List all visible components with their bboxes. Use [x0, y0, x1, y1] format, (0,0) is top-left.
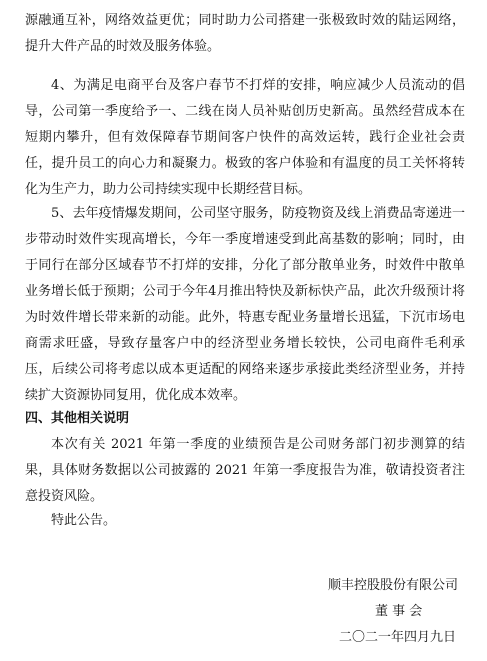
signature-date: 二〇二一年四月九日	[339, 630, 457, 645]
section-heading-other-notes: 四、其他相关说明	[25, 411, 130, 426]
section-body-other-notes: 本次有关 2021 年第一季度的业绩预告是公司财务部门初步测算的结果，具体财务数据以公司披露的 2021 年第一季度报告为准，敬请投资者注意投资风险。	[25, 437, 465, 504]
paragraph-item-5: 5、去年疫情爆发期间，公司坚守服务，防疫物资及线上消费品寄递进一步带动时效件实现高增长，今年一季度增速受到此高基数的影响；同时，由于同行在部分区域春节不打烊的安排，分化了部分散单业务，时效件中散单业务增长低于预期；公司于今年4月推出特快及新标快产品，此次升级预计将为时效件增长带来新的动能。此外，特惠专配业务量增长迅猛，下沉市场电商需求旺盛，导致存量客户中的经济型业务增长较快，公司电商件毛利承压，后续公司将考虑以成本更适配的网络来逐步承接此类经济型业务，并持续扩大资源协同复用，优化成本效率。	[25, 206, 465, 403]
closing-statement: 特此公告。	[51, 513, 117, 528]
signature-company: 顺丰控股股份有限公司	[328, 578, 459, 593]
paragraph-continuation: 源融通互补，网络效益更优；同时助力公司搭建一张极致时效的陆运网络，提升大件产品的时效及服务体验。	[25, 13, 465, 54]
paragraph-item-4: 4、为满足电商平台及客户春节不打烊的安排，响应减少人员流动的倡导，公司第一季度给予一、二线在岗人员补贴创历史新高。虽然经营成本在短期内攀升，但有效保障春节期间客户快件的高效运转，践行企业社会责任，提升员工的向心力和凝聚力。极致的客户体验和有温度的员工关怀将转化为生产力，助力公司持续实现中长期经营目标。	[25, 78, 465, 197]
signature-board: 董 事 会	[375, 604, 423, 619]
